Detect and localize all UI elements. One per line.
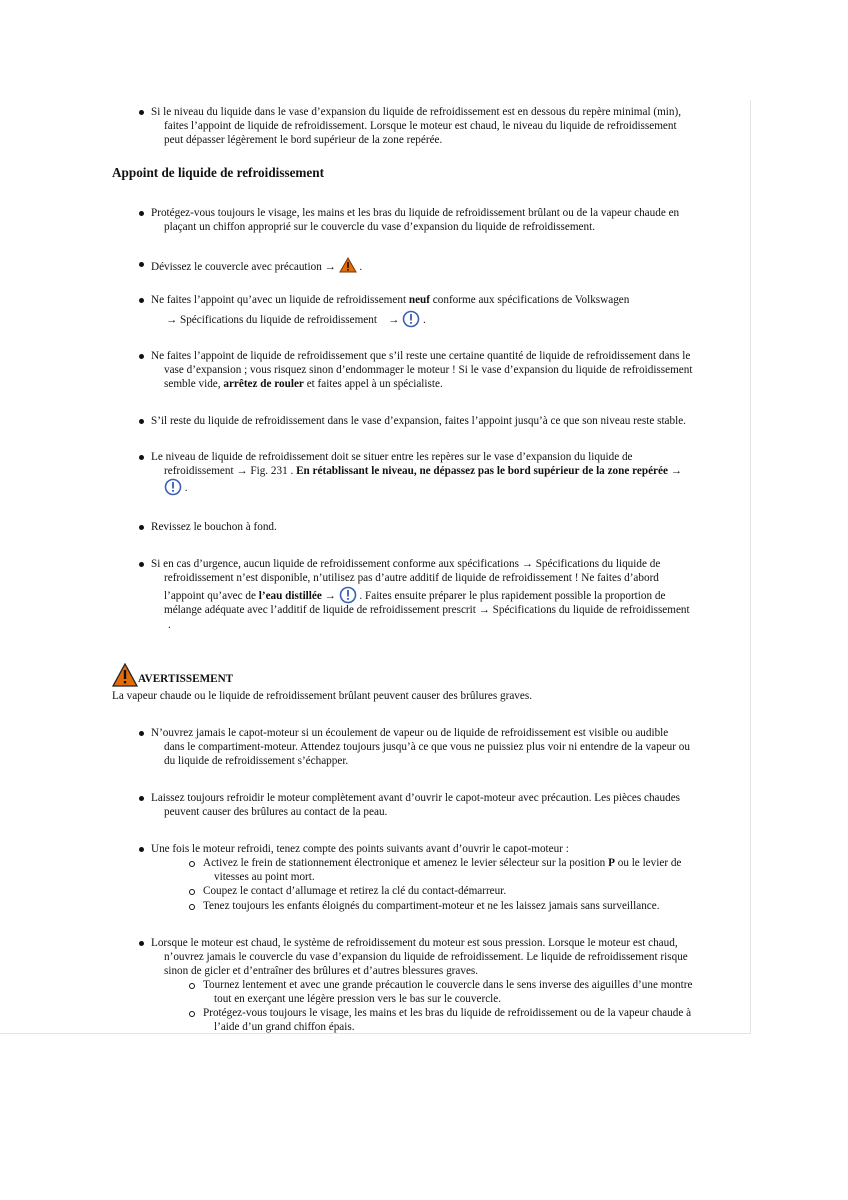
- step-text: . Faites ensuite préparer le plus rapidement possible la proportion de: [359, 590, 666, 602]
- text-line: peut dépasser légèrement le bord supérieur de la zone repérée.: [164, 134, 443, 146]
- section-heading: Appoint de liquide de refroidissement: [112, 165, 324, 180]
- step-text: Ne faites l’appoint qu’avec un liquide de refroidissement: [151, 294, 407, 306]
- bold-text: P: [608, 857, 615, 869]
- bullet-icon: [139, 298, 144, 303]
- warning-triangle-icon[interactable]: [339, 257, 357, 273]
- text-line: Le niveau de liquide de refroidissement doit se situer entre les repères sur le vase d’expansion du liquide de: [151, 451, 633, 463]
- text-line: .: [168, 619, 171, 631]
- warning-triangle-icon: [112, 663, 138, 687]
- text-line: Si le niveau du liquide dans le vase d’expansion du liquide de refroidissement est en dessous du repère minimal (min),: [151, 106, 682, 118]
- text-line: Tournez lentement et avec une grande précaution le couvercle dans le sens inverse des aiguilles d’une montre: [203, 979, 693, 991]
- step-text: et faites appel à un spécialiste.: [306, 378, 443, 390]
- text-line: du liquide de refroidissement s’échapper.: [164, 755, 349, 767]
- text-line: Laissez toujours refroidir le moteur complètement avant d’ouvrir le capot-moteur avec précaution. Les pièces chaudes: [151, 792, 681, 804]
- text-line: Coupez le contact d’allumage et retirez la clé du contact-démarreur.: [203, 885, 507, 897]
- bold-text: En rétablissant le niveau, ne dépassez pas le bord supérieur de la zone repérée →: [296, 465, 682, 477]
- text-line: Revissez le bouchon à fond.: [151, 521, 277, 533]
- bullet-icon: [139, 941, 144, 946]
- warning-header: [112, 663, 233, 689]
- arrow: →: [324, 590, 336, 602]
- text-line: [164, 464, 682, 478]
- bold-text: l’eau distillée: [258, 590, 322, 602]
- text-line: [151, 293, 629, 307]
- text-line: vase d’expansion ; vous risquez sinon d’endommager le moteur ! Si le vase d’expansion du liquide de refroidissement: [164, 364, 693, 376]
- text-line: vitesses au point mort.: [214, 871, 315, 883]
- step-text-end: .: [422, 314, 426, 326]
- bullet-icon: [139, 847, 144, 852]
- sub-bullet-icon: [189, 983, 195, 989]
- text-line: Protégez-vous toujours le visage, les mains et les bras du liquide de refroidissement brûlant ou de la vapeur chaude en: [151, 207, 680, 219]
- text-line: [164, 377, 443, 391]
- step-text: Dévissez le couvercle avec précaution →: [151, 261, 336, 273]
- step-text: l’appoint qu’avec de: [164, 590, 256, 602]
- text-line: sinon de gicler et d’entraîner des brûlures et d’autres blessures graves.: [164, 965, 479, 977]
- text-line: faites l’appoint de liquide de refroidissement. Lorsque le moteur est chaud, le niveau du liquide de refroidissement: [164, 120, 677, 132]
- text-line: N’ouvrez jamais le capot-moteur si un écoulement de vapeur ou de liquide de refroidissement est visible ou audible: [151, 727, 669, 739]
- info-exclamation-icon[interactable]: [402, 310, 420, 328]
- bullet-icon: [139, 354, 144, 359]
- bullet-icon: [139, 455, 144, 460]
- bullet-icon: [139, 110, 144, 115]
- text-line: mélange adéquate avec l’additif de liquide de refroidissement prescrit → Spécifications du liquide de refroidissement: [164, 604, 690, 616]
- text-line: [166, 310, 426, 328]
- text-line: S’il reste du liquide de refroidissement dans le vase d’expansion, faites l’appoint jusqu’à ce que son niveau reste stable.: [151, 415, 686, 427]
- text-line: n’ouvrez jamais le couvercle du vase d’expansion du liquide de refroidissement. Le liquide de refroidissement risque: [164, 951, 688, 963]
- bullet-icon: [139, 419, 144, 424]
- bullet-icon: [139, 796, 144, 801]
- bullet-icon: [139, 731, 144, 736]
- text-line: Lorsque le moteur est chaud, le système de refroidissement du moteur est sous pression. Lorsque le moteur est chaud,: [151, 937, 678, 949]
- info-exclamation-icon[interactable]: [339, 586, 357, 604]
- step-text: semble vide,: [164, 378, 221, 390]
- text-line: [151, 257, 362, 274]
- text-line: Ne faites l’appoint de liquide de refroidissement que s’il reste une certaine quantité de liquide de refroidissement dans le: [151, 350, 691, 362]
- step-text: Activez le frein de stationnement électronique et amenez le levier sélecteur sur la position: [203, 857, 606, 869]
- text-line: Tenez toujours les enfants éloignés du compartiment-moteur et ne les laissez jamais sans surveillance.: [203, 900, 660, 912]
- warning-title: AVERTISSEMENT: [138, 673, 234, 685]
- info-exclamation-icon[interactable]: [164, 478, 182, 496]
- text-line: tout en exerçant une légère pression vers le bas sur le couvercle.: [214, 993, 502, 1005]
- warning-intro: La vapeur chaude ou le liquide de refroidissement brûlant peuvent causer des brûlures graves.: [112, 690, 532, 702]
- step-text: ou le levier de: [617, 857, 682, 869]
- bullet-icon: [139, 525, 144, 530]
- text-line: Une fois le moteur refroidi, tenez compte des points suivants avant d’ouvrir le capot-moteur :: [151, 843, 569, 855]
- sub-bullet-icon: [189, 861, 195, 867]
- spec-link[interactable]: → Spécifications du liquide de refroidissement: [166, 314, 377, 326]
- text-line: refroidissement n’est disponible, n’utilisez pas d’autre additif de liquide de refroidissement ! Ne faites d’abord: [164, 572, 659, 584]
- step-text-end: .: [184, 482, 188, 494]
- sub-bullet-icon: [189, 1011, 195, 1017]
- text-line: [203, 856, 681, 870]
- text-line: peuvent causer des brûlures au contact de la peau.: [164, 806, 388, 818]
- bullet-icon: [139, 211, 144, 216]
- text-line: Si en cas d’urgence, aucun liquide de refroidissement conforme aux spécifications → Spécifications du liquide de: [151, 558, 661, 570]
- bullet-icon: [139, 262, 144, 267]
- figure-link[interactable]: refroidissement → Fig. 231 .: [164, 465, 294, 477]
- text-line: Protégez-vous toujours le visage, les mains et les bras du liquide de refroidissement ou de la vapeur chaude à: [203, 1007, 692, 1019]
- text-line: [164, 478, 188, 496]
- step-text-end: .: [359, 261, 363, 273]
- bold-text: arrêtez de rouler: [223, 378, 304, 390]
- bold-text: neuf: [408, 294, 430, 306]
- arrow: →: [388, 314, 400, 326]
- text-line: plaçant un chiffon approprié sur le couvercle du vase d’expansion du liquide de refroidissement.: [164, 221, 595, 233]
- text-line: [164, 586, 665, 604]
- text-line: dans le compartiment-moteur. Attendez toujours jusqu’à ce que vous ne puissiez plus voir ni entendre de la vapeur ou: [164, 741, 690, 753]
- text-line: l’aide d’un grand chiffon épais.: [214, 1021, 355, 1033]
- sub-bullet-icon: [189, 889, 195, 895]
- step-text: conforme aux spécifications de Volkswagen: [432, 294, 630, 306]
- sub-bullet-icon: [189, 904, 195, 910]
- bullet-icon: [139, 562, 144, 567]
